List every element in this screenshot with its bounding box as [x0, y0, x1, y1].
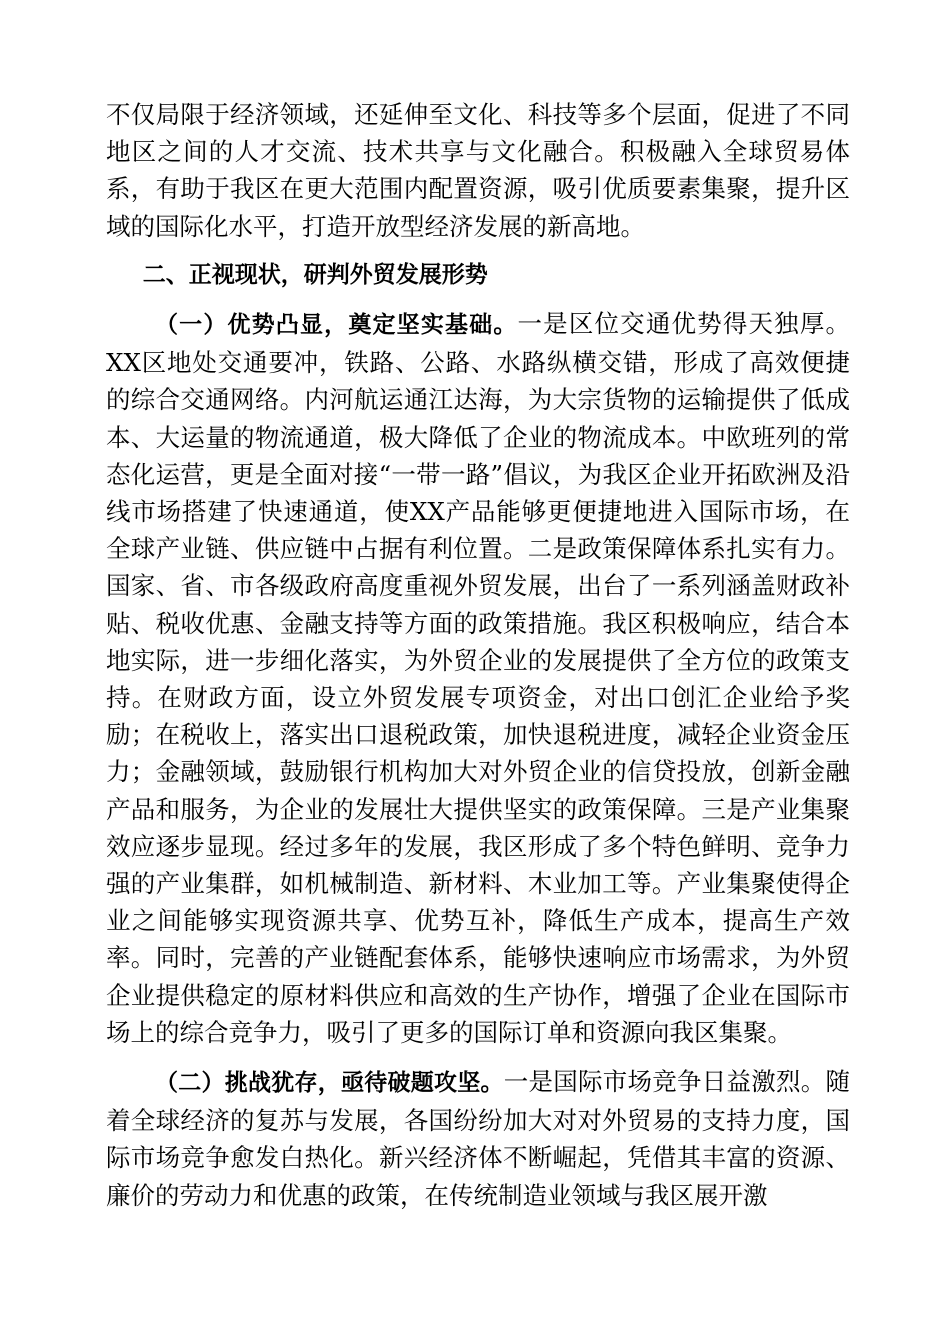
section-heading: 二、正视现状，研判外贸发展形势 [142, 261, 488, 288]
subsection-body: 一是区位交通优势得天独厚。XX区地处交通要冲，铁路、公路、水路纵横交错，形成了高效便捷的综合交通网络。内河航运通江达海，为大宗货物的运输提供了低成本、大运量的物流通道，极大降低了企业的物流成本。中欧班列的常态化运营，更是全面对接“一带一路”倡议，为我区企业开拓欧洲及沿线市场搭建了快速通道，使XX产品能够更便捷地进入国际市场，在全球产业链、供应链中占据有利位置。二是政策保障体系扎实有力。国家、省、市各级政府高度重视外贸发展，出台了一系列涵盖财政补贴、税收优惠、金融支持等方面的政策措施。我区积极响应，结合本地实际，进一步细化落实，为外贸企业的发展提供了全方位的政策支持。在财政方面，设立外贸发展专项资金，对出口创汇企业给予奖励；在税收上，落实出口退税政策，加快退税进度，减轻企业资金压力；金融领域，鼓励银行机构加大对外贸企业的信贷投放，创新金融产品和服务，为企业的发展壮大提供坚实的政策保障。三是产业集聚效应逐步显现。经过多年的发展，我区形成了多个特色鲜明、竞争力强的产业集群，如机械制造、新材料、木业加工等。产业集聚使得企业之间能够实现资源共享、优势互补，降低生产成本，提高生产效率。同时，完善的产业链配套体系，能够快速响应市场需求，为外贸企业提供稳定的原材料供应和高效的生产协作，增强了企业在国际市场上的综合竞争力，吸引了更多的国际订单和资源向我区集聚。 [106, 309, 850, 1047]
paragraph-advantages [106, 305, 850, 1051]
paragraph-intro: 不仅局限于经济领域，还延伸至文化、科技等多个层面，促进了不同地区之间的人才交流、技术共享与文化融合。积极融入全球贸易体系，有助于我区在更大范围内配置资源，吸引优质要素集聚，提升区域的国际化水平，打造开放型经济发展的新高地。 [106, 100, 850, 241]
subsection-body: 一是国际市场竞争日益激烈。随着全球经济的复苏与发展，各国纷纷加大对对外贸易的支持力度，国际市场竞争愈发白热化。新兴经济体不断崛起，凭借其丰富的资源、廉价的劳动力和优惠的政策，在传统制造业领域与我区展开激 [106, 1067, 850, 1210]
subsection-lead: （二）挑战犹存，亟待破题攻坚。 [155, 1070, 504, 1097]
paragraph-challenges [106, 1063, 850, 1214]
subsection-lead: （一）优势凸显，奠定坚实基础。 [155, 312, 518, 339]
document-page [106, 96, 850, 1226]
